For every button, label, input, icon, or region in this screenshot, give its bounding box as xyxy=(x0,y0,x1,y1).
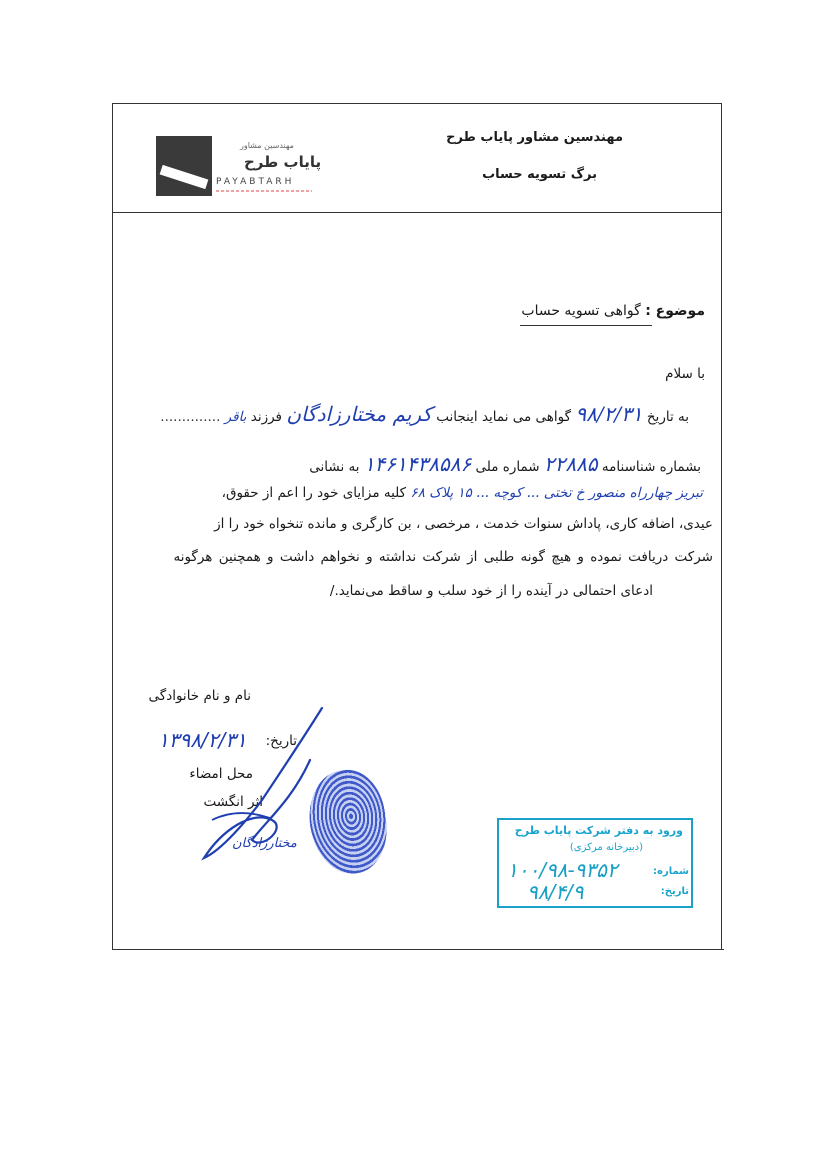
body-line-2 xyxy=(309,452,701,476)
full-name-label: نام و نام خانوادگی xyxy=(148,688,251,704)
logo-persian-name: پایاب طرح xyxy=(244,153,322,171)
handwritten-father-name: باقر xyxy=(224,409,247,425)
stamp-title: ورود به دفتر شرکت پایاب طرح xyxy=(514,824,683,837)
handwritten-address: تبریز چهارراه منصور خ تختی ... کوچه ... ۱۵ پلاک ۶۸ xyxy=(410,485,703,501)
subject-line xyxy=(521,303,705,319)
registry-stamp xyxy=(497,818,693,908)
national-id-label: شماره ملی xyxy=(475,459,540,475)
form-title: برگ تسویه حساب xyxy=(482,167,597,182)
footer-divider xyxy=(128,949,724,950)
stamp-date-value: ۹۸/۴/۹ xyxy=(527,880,584,904)
handwritten-date: ۹۸/۲/۳۱ xyxy=(575,402,643,426)
subject-underline xyxy=(520,325,652,326)
body-line-4: عیدی، اضافه کاری، پاداش سنوات خدمت ، مرخصی ، بن کارگری و مانده تنخواه خود را از xyxy=(214,516,713,532)
benefits-text: کلیه مزایای خود را اعم از حقوق، xyxy=(221,485,407,501)
logo-subtitle: مهندسین مشاور xyxy=(240,141,294,150)
stamp-subtitle: (دبیرخانه مرکزی) xyxy=(569,842,643,853)
body-line-3 xyxy=(222,485,703,501)
handwritten-national-id: ۱۴۶۱۴۳۸۵۸۶ xyxy=(363,452,472,476)
fill-dots: .............. xyxy=(160,409,221,425)
id-label: بشماره شناسنامه xyxy=(601,459,701,475)
stamp-number-value: ۱۰۰/۹۸-۹۳۵۲ xyxy=(507,858,618,882)
handwritten-footer-date: ۱۳۹۸/۲/۳۱ xyxy=(158,728,247,752)
stamp-number-label: شماره: xyxy=(653,866,689,877)
footer-date-label: تاریخ: xyxy=(265,733,297,749)
company-name: مهندسین مشاور پایاب طرح xyxy=(446,130,623,145)
thumbprint-label: اثر انگشت xyxy=(203,794,263,810)
stamp-date-label: تاریخ: xyxy=(660,886,689,897)
address-label: به نشانی xyxy=(309,459,360,475)
body-line-6: ادعای احتمالی در آینده را از خود سلب و ساقط می‌نماید./ xyxy=(329,583,653,599)
handwritten-signature-name: مختارزادگان xyxy=(232,836,297,851)
child-of-label: فرزند xyxy=(250,409,283,425)
signature-place-label: محل امضاء xyxy=(189,766,253,782)
logo-underline xyxy=(216,190,312,192)
handwritten-name: کریم مختارزادگان xyxy=(286,402,432,426)
body-line-5: شرکت دریافت نموده و هیچ گونه طلبی از شرکت نداشته و نخواهم داشت و همچنین هرگونه xyxy=(173,549,713,565)
greeting: با سلام xyxy=(665,366,705,382)
handwritten-id-number: ۲۲۸۸۵ xyxy=(543,452,598,476)
date-prefix: به تاریخ xyxy=(646,409,689,425)
logo-english-name: PAYABTARH xyxy=(216,177,295,187)
company-logo-icon xyxy=(156,136,212,196)
certify-text: گواهی می نماید اینجانب xyxy=(436,409,572,425)
header-divider xyxy=(112,212,722,213)
subject-label: موضوع : xyxy=(645,303,705,319)
subject-text: گواهی تسویه حساب xyxy=(521,303,641,319)
body-line-1 xyxy=(160,402,689,426)
